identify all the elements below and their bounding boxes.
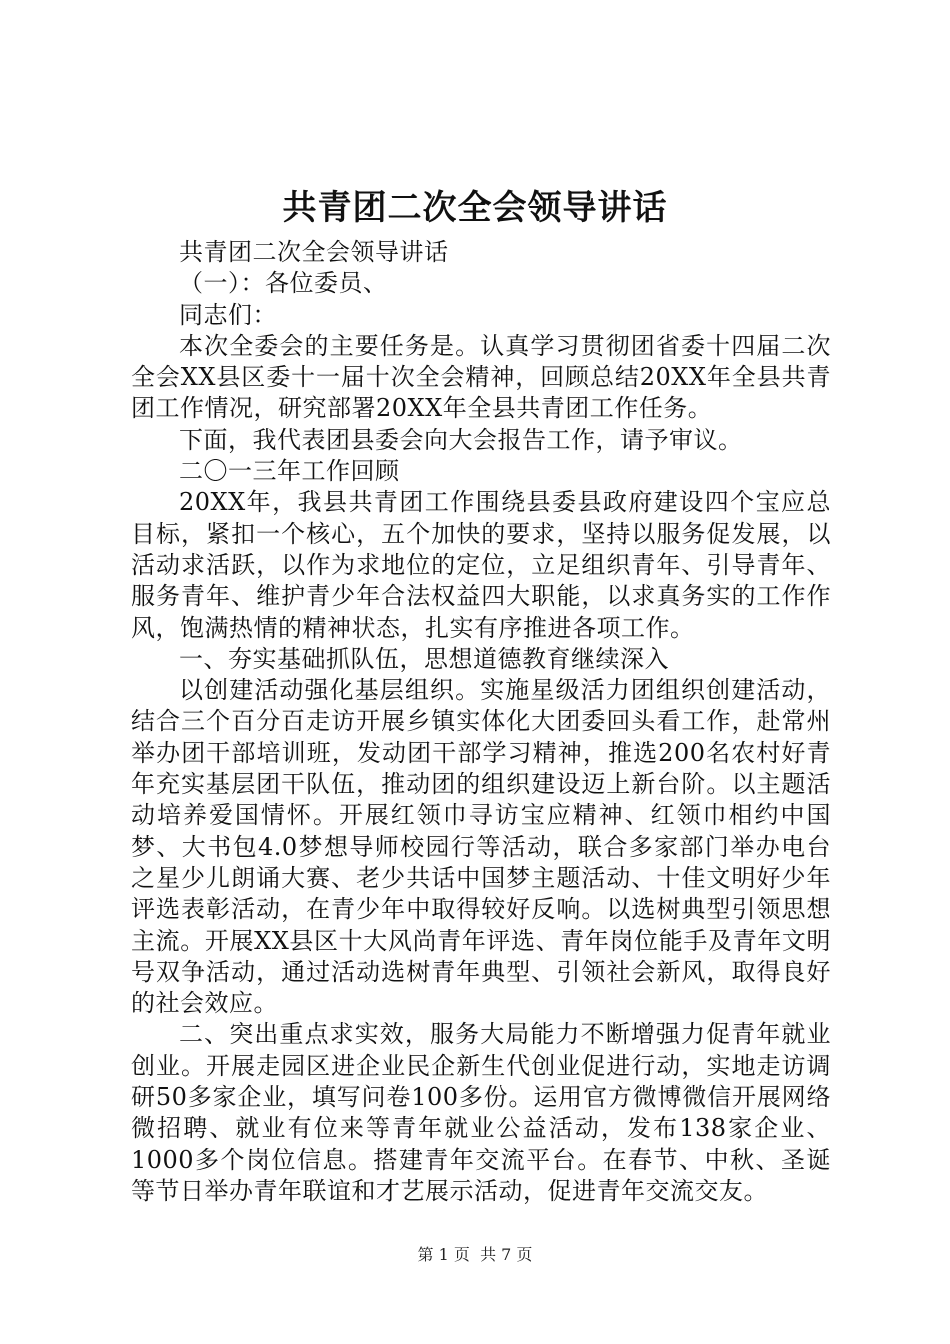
paragraph-overview: 20XX年，我县共青团工作围绕县委县政府建设四个宝应总目标，紧扣一个核心，五个加快的要求，坚持以服务促发展，以活动求活跃，以作为求地位的定位，立足组织青年、引导青年、服务青年、维护青少年合法权益四大职能，以求真务实的工作作风，饱满热情的精神状态，扎实有序推进各项工作。 (131, 488, 831, 642)
paragraph-section-two: 二、突出重点求实效，服务大局能力不断增强力促青年就业创业。开展走园区进企业民企新生代创业促进行动，实地走访调研50多家企业，填写问卷100多份。运用官方微博微信开展网络微招聘、就业有位来等青年就业公益活动，发布138家企业、1000多个岗位信息。搭建青年交流平台。在春节、中秋、圣诞等节日举办青年联谊和才艺展示活动，促进青年交流交友。 (131, 1020, 831, 1205)
paragraph-salutation-2: 同志们： (179, 300, 277, 329)
paragraph-section-one: 以创建活动强化基层组织。实施星级活力团组织创建活动，结合三个百分百走访开展乡镇实体化大团委回头看工作，赴常州举办团干部培训班，发动团干部学习精神，推选200名农村好青年充实基层团干队伍，推动团的组织建设迈上新台阶。以主题活动培养爱国情怀。开展红领巾寻访宝应精神、红领巾相约中国梦、大书包4.0梦想导师校园行等活动，联合多家部门举办电台之星少儿朗诵大赛、老少共话中国梦主题活动、十佳文明好少年评选表彰活动，在青少年中取得较好反响。以选树典型引领思想主流。开展XX县区十大风尚青年评选、青年岗位能手及青年文明号双争活动，通过活动选树青年典型、引领社会新风，取得良好的社会效应。 (131, 676, 831, 1018)
section-heading-review: 二〇一三年工作回顾 (179, 457, 400, 486)
document-body (131, 237, 831, 1207)
paragraph-main-task: 本次全委会的主要任务是。认真学习贯彻团省委十四届二次全会XX县区委十一届十次全会精神，回顾总结20XX年全县共青团工作情况，研究部署20XX年全县共青团工作任务。 (131, 331, 831, 423)
paragraph-subtitle: 共青团二次全会领导讲话 (179, 238, 449, 266)
paragraph-salutation-1: （一）：各位委员、 (179, 269, 388, 298)
page-number-footer: 第 1 页 共 7 页 (417, 1245, 533, 1264)
document-title: 共青团二次全会领导讲话 (282, 188, 668, 228)
section-heading-one: 一、夯实基础抓队伍，思想道德教育继续深入 (179, 644, 669, 673)
paragraph-report-intro: 下面，我代表团县委会向大会报告工作，请予审议。 (179, 425, 743, 454)
